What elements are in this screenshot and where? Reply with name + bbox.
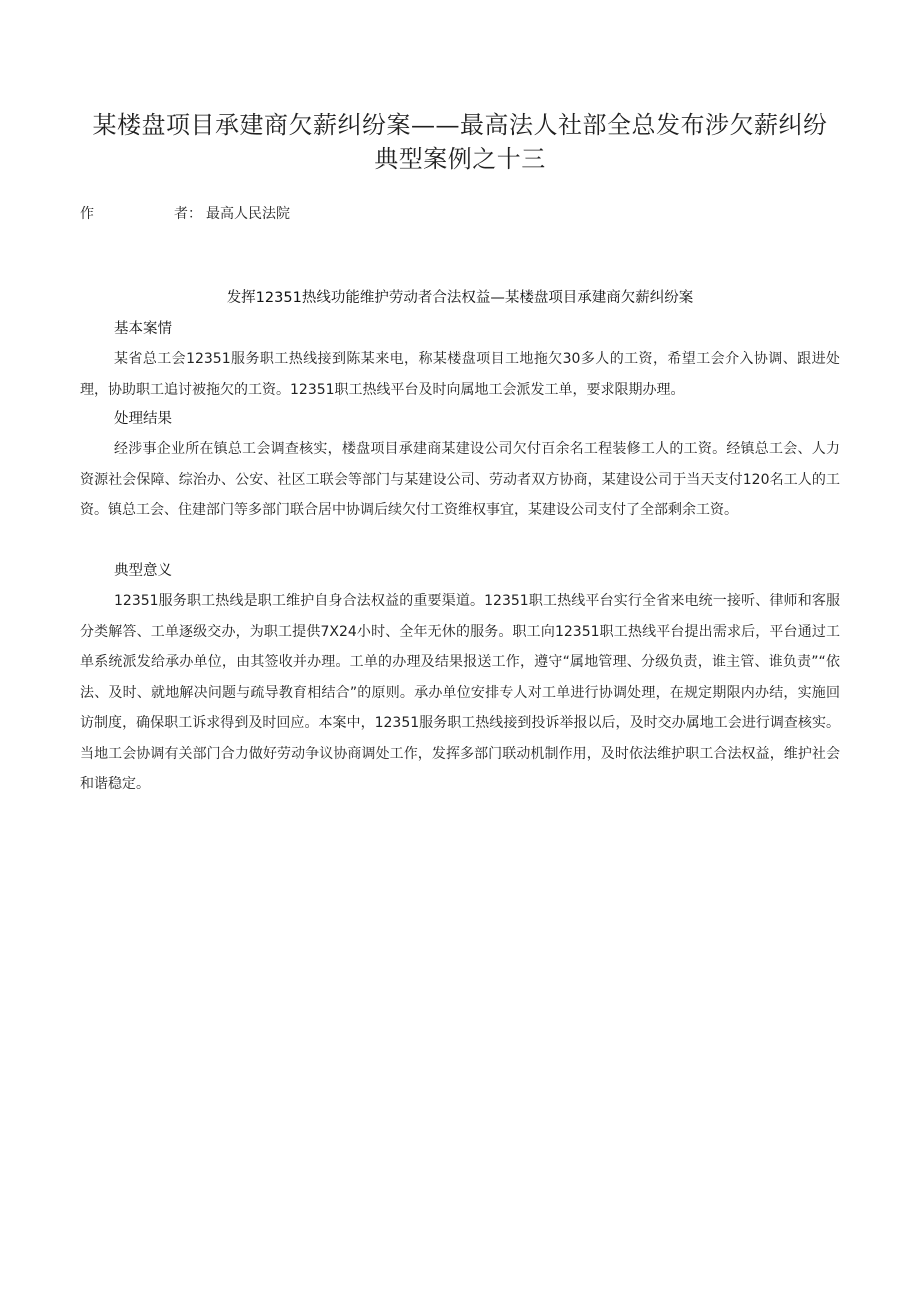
section-significance [80,560,840,800]
section-body: 某省总工会12351服务职工热线接到陈某来电，称某楼盘项目工地拖欠30多人的工资，希望工会介入协调、跟进处理，协助职工追讨被拖欠的工资。12351职工热线平台及时向属地工会派发工单，要求限期办理。 [80,351,840,398]
section-heading: 典型意义 [114,563,172,579]
document-title: 某楼盘项目承建商欠薪纠纷案——最高法人社部全总发布涉欠薪纠纷典型案例之十三 [92,111,828,173]
author-label-first: 作 [80,206,94,222]
section-heading: 处理结果 [114,411,172,427]
author-value: 最高人民法院 [206,206,290,222]
section-result [80,408,840,526]
author-label-second: 者： [174,206,202,222]
section-heading: 基本案情 [114,321,172,337]
section-basic-facts [80,318,840,405]
case-heading: 发挥12351热线功能维护劳动者合法权益—某楼盘项目承建商欠薪纠纷案 [226,290,694,306]
section-body: 经涉事企业所在镇总工会调查核实，楼盘项目承建商某建设公司欠付百余名工程装修工人的工资。经镇总工会、人力资源社会保障、综治办、公安、社区工联会等部门与某建设公司、劳动者双方协商，某建设公司于当天支付120名工人的工资。镇总工会、住建部门等多部门联合居中协调后续欠付工资维权事宜，某建设公司支付了全部剩余工资。 [80,441,840,518]
section-body: 12351服务职工热线是职工维护自身合法权益的重要渠道。12351职工热线平台实行全省来电统一接听、律师和客服分类解答、工单逐级交办，为职工提供7X24小时、全年无休的服务。职工向12351职工热线平台提出需求后，平台通过工单系统派发给承办单位，由其签收并办理。工单的办理及结果报送工作，遵守“属地管理、分级负责，谁主管、谁负责”“依法、及时、就地解决问题与疏导教育相结合”的原则。承办单位安排专人对工单进行协调处理，在规定期限内办结，实施回访制度，确保职工诉求得到及时回应。本案中，12351服务职工热线接到投诉举报以后，及时交办属地工会进行调查核实。当地工会协调有关部门合力做好劳动争议协商调处工作，发挥多部门联动机制作用，及时依法维护职工合法权益，维护社会和谐稳定。 [80,593,840,792]
